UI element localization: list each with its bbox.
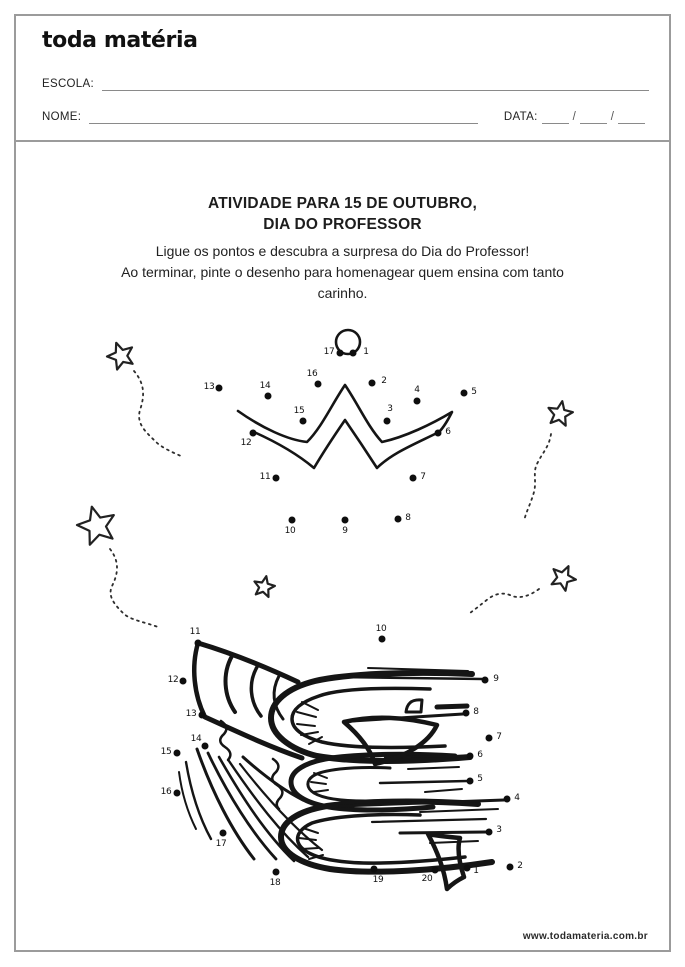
books-dot-number: 18 bbox=[269, 878, 281, 888]
crown-dot-number: 17 bbox=[323, 347, 335, 357]
books-dot-number: 6 bbox=[477, 750, 483, 760]
books-dot-number: 2 bbox=[517, 861, 523, 871]
crown-dot-number: 5 bbox=[471, 387, 477, 397]
books-dot-number: 16 bbox=[160, 787, 172, 797]
crown-dot-number: 1 bbox=[363, 347, 369, 357]
crown-dot-number: 16 bbox=[306, 369, 318, 379]
books-dot-number: 14 bbox=[190, 734, 202, 744]
books-dot-number: 9 bbox=[493, 674, 499, 684]
instructions-line-1: Ligue os pontos e descubra a surpresa do Dia do Professor! bbox=[155, 243, 530, 259]
books-dot-number: 3 bbox=[496, 825, 502, 835]
crown-dot-number: 4 bbox=[414, 385, 420, 395]
crown-dot-number: 2 bbox=[381, 376, 387, 386]
name-date-row bbox=[42, 109, 649, 124]
books-dot-number: 8 bbox=[473, 707, 479, 717]
date-separator: / bbox=[572, 111, 576, 123]
books-dot-number: 17 bbox=[215, 839, 227, 849]
date-separator: / bbox=[610, 111, 614, 123]
books-dot-number: 1 bbox=[473, 866, 479, 876]
books-dot-number: 20 bbox=[421, 874, 433, 884]
crown-dot-number: 7 bbox=[420, 472, 426, 482]
books-dot-number: 7 bbox=[496, 732, 502, 742]
date-month-line bbox=[580, 109, 607, 124]
books-dot-number: 13 bbox=[185, 709, 197, 719]
crown-dot-number: 11 bbox=[259, 472, 271, 482]
books-dot-number: 15 bbox=[160, 747, 172, 757]
crown-dot-number: 8 bbox=[405, 513, 411, 523]
date-field-label: DATA: bbox=[503, 111, 538, 123]
header-box bbox=[14, 14, 671, 142]
school-field bbox=[42, 76, 649, 91]
crown-dot-number: 15 bbox=[293, 406, 305, 416]
name-field-line bbox=[89, 109, 478, 124]
crown-dot-number: 9 bbox=[342, 526, 348, 536]
books-dot-number: 10 bbox=[375, 624, 387, 634]
school-field-label: ESCOLA: bbox=[42, 78, 94, 90]
date-year-line bbox=[618, 109, 645, 124]
crown-dot-number: 14 bbox=[259, 381, 271, 391]
activity-instructions bbox=[16, 241, 669, 304]
title-line-2: DIA DO PROFESSOR bbox=[263, 216, 422, 233]
crown-dot-number: 13 bbox=[203, 382, 215, 392]
crown-dot-number: 12 bbox=[240, 438, 252, 448]
crown-dot-number: 6 bbox=[445, 427, 451, 437]
activity-title bbox=[16, 193, 669, 235]
books-dot-number: 4 bbox=[514, 793, 520, 803]
toda-materia-logo: toda matéria bbox=[42, 28, 198, 53]
crown-dot-number: 3 bbox=[387, 404, 393, 414]
instructions-line-2: Ao terminar, pinte o desenho para homenagear quem ensina com tanto bbox=[121, 264, 564, 280]
books-dot-number: 11 bbox=[189, 627, 201, 637]
instructions-line-3: carinho. bbox=[317, 285, 368, 301]
title-line-1: ATIVIDADE PARA 15 DE OUTUBRO, bbox=[207, 195, 478, 212]
website-url: www.todamateria.com.br bbox=[522, 931, 648, 942]
activity-box bbox=[14, 142, 671, 952]
books-dot-number: 12 bbox=[167, 675, 179, 685]
books-dot-number: 5 bbox=[477, 774, 483, 784]
crown-dot-number: 10 bbox=[284, 526, 296, 536]
school-field-line bbox=[102, 76, 649, 91]
date-day-line bbox=[542, 109, 569, 124]
books-dot-number: 19 bbox=[372, 875, 384, 885]
name-field-label: NOME: bbox=[42, 111, 82, 123]
